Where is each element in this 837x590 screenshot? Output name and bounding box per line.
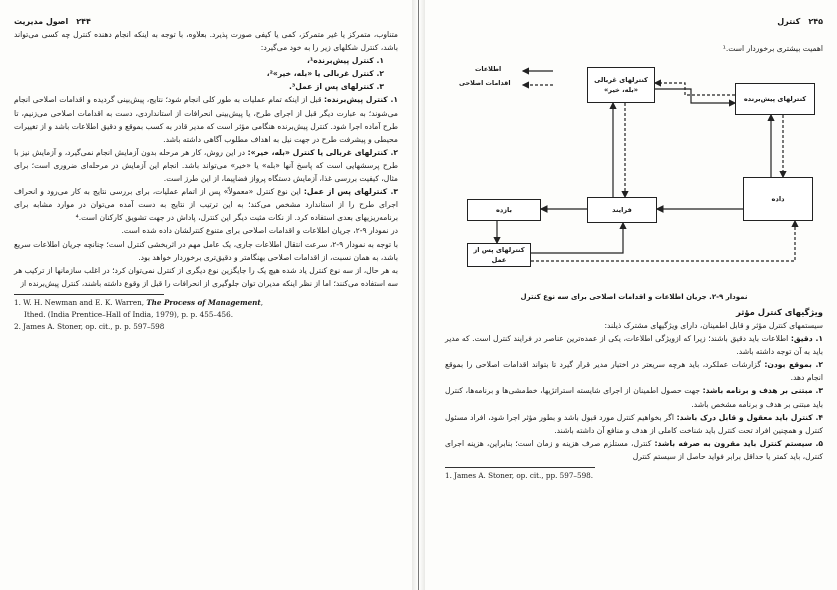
continued-text: اهمیت بیشتری برخوردار است.¹ (722, 44, 823, 53)
left-body (14, 28, 398, 290)
info-line (655, 89, 735, 103)
box-screening-control: کنترلهای غربالی «بله، خیر» (587, 67, 655, 103)
footnotes (445, 470, 823, 482)
legend-corrective-label: اقدامات اصلاحی (459, 79, 511, 87)
list-item: ۳. کنترلهای پس از عمل³. (289, 82, 384, 92)
corrective-line (531, 221, 795, 261)
box-process: فرایند (587, 197, 657, 223)
control-flow-diagram (445, 59, 823, 289)
footnote: Ithed. (India Prentice–Hall of India, 1979), p. p. 455–456. (24, 309, 233, 319)
paragraph: سیستمهای کنترل مؤثر و قابل اطمینان، دارای ویژگیهای مشترک ذیلند: (604, 321, 823, 330)
paragraph: با توجه به نمودار ۹-۲، سرعت انتقال اطلاعات جاری، یک عامل مهم در اثربخشی کنترل است؛ چنانچه جریان اطلاعات سریع باشد، به همان نسبت، از اقدامات اصلاحی بهنگامتر و دقیق‌تری برخوردار خواهد بود. (14, 239, 398, 262)
list-item: ۱. دقیق: اطلاعات باید دقیق باشند؛ زیرا که ازویژگی اطلاعات، یکی از عمده‌ترین عناصر در فرایند کنترل است. که مدیر باید به آن توجه داشته باشد. (445, 334, 823, 357)
page-number: ۲۴۵ (808, 16, 823, 26)
running-title: کنترل (777, 16, 801, 26)
paragraph-postaction: ۳. کنترلهای پس از عمل: این نوع کنترل «معمولاً» پس از اتمام عملیات، برای بررسی نتایج به کار می‌رود و انحراف اجرای طرح را از استاندارد مشخص می‌کند؛ به این ترتیب از نتایج به دست آمده می‌توان در موارد مشابه برای برنامه‌ریزیهای بعدی استفاده کرد. از نکات مثبت دیگر این کنترل، پاداش در جهت تشویق کارکنان است.⁴ (14, 187, 398, 223)
list-item: ۵. سیستم کنترل باید مقرون به صرفه باشد: کنترل، مستلزم صرف هزینه و زمان است؛ بنابراین، هزینه اجرای کنترل، باید کمتر یا حداقل برابر فواید حاصل از سیستم کنترل (445, 438, 823, 461)
footnote: 1. W. H. Newman and E. K. Warren, The Process of Management, (14, 297, 264, 307)
page-number: ۲۴۴ (76, 16, 91, 26)
running-head (14, 14, 398, 28)
paragraph-screening: ۲. کنترلهای غربالی یا کنترل «بله، خیر»: در این روش، کار هر مرحله بدون آزمایش انجام نمی‌گیرد، و آزمایش نیز با طرح پرسشهایی است که پاسخ آنها «بله» یا «خیر» می‌تواند باشد. انجام این آزمایش در مرحله‌ای ضروری است؛ برای مثال، کیفیت بررسی غذا، آزمایش دستگاه پرواز فضاپیما، از این طرز است. (14, 147, 398, 184)
list-item: ۳. مبتنی بر هدف و برنامه باشد: جهت حصول اطمینان از اجرای شایسته استراتژیها، خط‌مشی‌ها و برنامه‌ها، کنترل باید مبتنی بر هدف و برنامه مشخص باشد. (445, 386, 823, 409)
info-line (531, 223, 623, 253)
footnote: 1. James A. Stoner, op. cit., pp. 597–598. (445, 471, 593, 481)
paragraph: به هر حال، از سه نوع کنترل یاد شده هیچ یک را جایگزین نوع دیگری از کنترل نمی‌توان کرد؛ در اغلب سازمانها از ترکیب هر سه استفاده می‌کنند؛ اما از نظر اینکه مدیران توان جلوگیری از انحرافات را قبل از وقوع داشته باشند، کنترل پیش‌برنده از (14, 265, 398, 288)
box-input: داده (743, 177, 813, 221)
section-title: ویژگیهای کنترل مؤثر (735, 307, 823, 317)
right-body (445, 319, 823, 463)
list-item: ۲. بموقع بودن: گزارشات عملکرد، باید هرچه سریعتر در اختیار مدیر قرار گیرد تا بتواند اقدامات اصلاحی را بموقع انجام دهد. (445, 360, 823, 383)
running-head (445, 14, 823, 28)
intro-paragraph: متناوب، متمرکز یا غیر متمرکز، کمی یا کیفی صورت پذیرد. بعلاوه، با توجه به اینکه انجام دهنده کنترل چه کسی می‌تواند باشد، کنترل شکلهای زیر را به خود می‌گیرد: (14, 30, 398, 53)
list-item: ۱. کنترل پیش‌برنده¹، (307, 56, 384, 66)
box-postaction-control: کنترلهای پس از عمل (467, 243, 531, 267)
list-item: ۴. کنترل باید معقول و قابل درک باشد: اگر بخواهیم کنترل مورد قبول باشد و بطور مؤثر اجرا شود، افراد مسئول کنترل و همچنین افراد تحت کنترل باید شناخت کاملی از هدف و منافع آن داشته باشند. (445, 412, 824, 435)
paragraph-steering: ۱. کنترل پیش‌برنده: قبل از اینکه تمام عملیات به طور کلی انجام شود؛ نتایج، پیش‌بینی گردیده و اقدامات اصلاحی انجام می‌شوند؛ به عبارت دیگر قبل از اجرای طرح، یا پیش‌بینی انحرافات از استانداردی، دست به اقدامات اصلاحی می‌زنیم، تا طرح آماده اجرا شود. کنترل پیش‌برنده هنگامی مؤثر است که مدیر قادر به کسب بموقع و دقیق اطلاعات باشد و از تغییرات محیطی و پیشرفت طرح در جهت نیل به اهداف مطلوب آگاهی داشته باشد. (14, 95, 398, 144)
list-item: ۲. کنترل غربالی یا «بله، خیر»²، (266, 69, 384, 79)
footnote-rule (445, 467, 595, 468)
footnote-rule (14, 294, 164, 295)
box-steering-control: کنترلهای پیش‌برنده (735, 83, 815, 115)
book-gutter (412, 0, 425, 590)
figure-caption: نمودار ۹-۲. جریان اطلاعات و اقدامات اصلاحی برای سه نوع کنترل (520, 293, 748, 301)
paragraph: در نمودار ۹-۲، جریان اطلاعات و اقدامات اصلاحی برای متنوع کنترلشان داده شده است. (121, 226, 398, 236)
left-page (0, 0, 412, 590)
footnote: 2. James A. Stoner, op. cit., p. p. 597–598 (14, 321, 165, 331)
box-output: بازده (467, 199, 541, 221)
footnotes (14, 297, 398, 333)
right-page (425, 0, 837, 590)
legend-info-label: اطلاعات (475, 65, 502, 73)
running-title: اصول مدیریت (14, 16, 69, 26)
